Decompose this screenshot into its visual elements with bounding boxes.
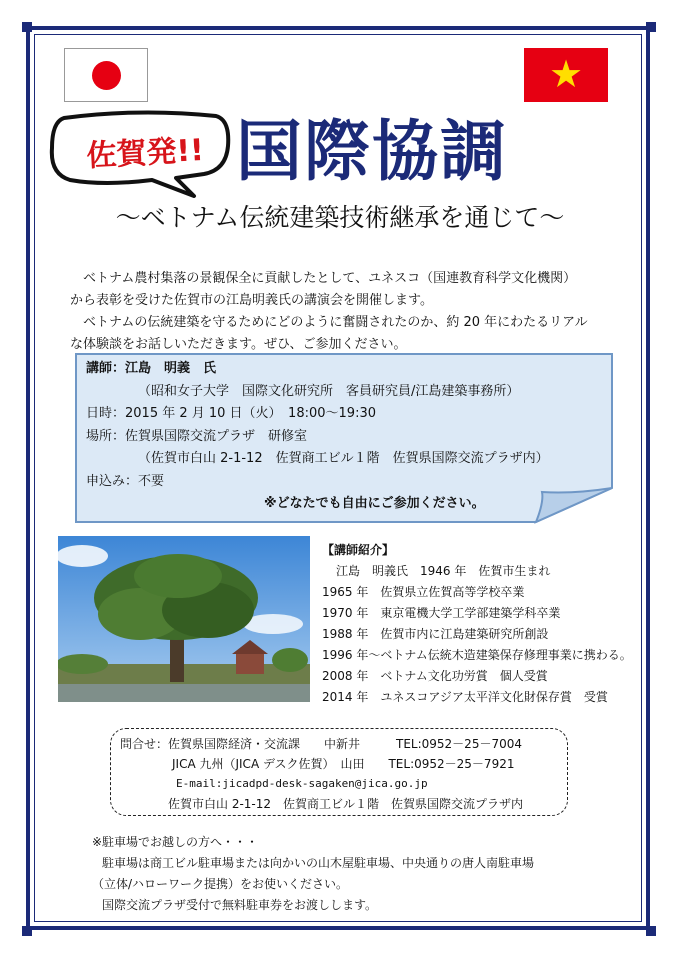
parking-line: 国際交流プラザ受付で無料駐車券をお渡しします。 <box>102 898 378 912</box>
contact-line-2: JICA 九州（JICA デスク佐賀） 山田 TEL:0952－25－7921 <box>172 757 515 771</box>
application-line: 申込み：不要 <box>86 473 165 489</box>
parking-line: 駐車場は商工ビル駐車場または向かいの山木屋駐車場、中央通りの唐人南駐車場 <box>102 856 535 870</box>
bio-name-line: 江島 明義氏 1946 年 佐賀市生まれ <box>336 564 551 578</box>
bio-history-item: 1970 年 東京電機大学工学部建築学科卒業 <box>322 606 561 620</box>
intro-text-span: ベトナム農村集落の景観保全に貢献したとして、ユネスコ（国連教育科学文化機関） <box>83 271 577 286</box>
intro-line <box>70 268 630 290</box>
bio-heading: 【講師紹介】 <box>322 543 395 557</box>
bio-history-item: 1996 年～ベトナム伝統木造建築保存修理事業に携わる。 <box>322 648 632 662</box>
free-entry-note: ※どなたでも自由にご参加ください。 <box>264 496 485 511</box>
intro-text <box>70 268 630 356</box>
contact-email[interactable]: E-mail:jicadpd-desk-sagaken@jica.go.jp <box>176 777 428 790</box>
intro-text-span: ベトナムの伝統建築を守るためにどのように奮闘されたのか、約 20 年にわたるリアル <box>83 315 588 330</box>
bio-history-item: 1988 年 佐賀市内に江島建築研究所創設 <box>322 627 549 641</box>
contact-details <box>120 734 560 814</box>
tree-photo <box>58 536 310 702</box>
tree-photo-image <box>58 536 310 702</box>
page-title: 国際協調 <box>236 113 508 190</box>
japan-flag <box>64 48 148 102</box>
place-address: （佐賀市白山 2-1-12 佐賀商工ビル１階 佐賀県国際交流プラザ内） <box>138 451 549 466</box>
flag-sun-disc <box>92 61 121 90</box>
contact-line-1: 問合せ：佐賀県国際経済・交流課 中新井 TEL:0952－25－7004 <box>120 737 522 751</box>
datetime-line: 日時：2015 年 2 月 10 日（火） 18:00～19:30 <box>86 406 376 421</box>
intro-line: から表彰を受けた佐賀市の江島明義氏の講演会を開催します。 <box>70 293 433 308</box>
page-subtitle: ～ベトナム伝統建築技術継承を通じて～ <box>115 203 565 232</box>
corner-ornament <box>22 22 32 32</box>
event-details <box>86 358 606 516</box>
parking-info <box>92 832 632 916</box>
bio-history-item: 2008 年 ベトナム文化功労賞 個人受賞 <box>322 669 548 683</box>
lecturer-bio <box>322 540 642 708</box>
corner-ornament <box>646 22 656 32</box>
parking-line: （立体/ハローワーク提携）をお使いください。 <box>92 877 349 891</box>
corner-ornament <box>22 926 32 936</box>
parking-heading: ※駐車場でお越しの方へ・・・ <box>92 835 259 849</box>
lecturer-affiliation: （昭和女子大学 国際文化研究所 客員研究員/江島建築事務所） <box>138 383 520 399</box>
bio-history-item: 1965 年 佐賀県立佐賀高等学校卒業 <box>322 585 525 599</box>
vietnam-flag <box>524 48 608 102</box>
place-line: 場所：佐賀県国際交流プラザ 研修室 <box>86 428 308 444</box>
flag-star-icon: ★ <box>548 52 584 96</box>
contact-address: 佐賀市白山 2-1-12 佐賀商工ビル１階 佐賀県国際交流プラザ内 <box>168 797 524 811</box>
corner-ornament <box>646 926 656 936</box>
bio-history-item: 2014 年 ユネスコアジア太平洋文化財保存賞 受賞 <box>322 690 608 704</box>
intro-line <box>70 312 630 334</box>
intro-line: な体験談をお話しいただきます。ぜひ、ご参加ください。 <box>70 337 407 352</box>
lecturer-line: 講師：江島 明義 氏 <box>86 361 217 376</box>
bubble-text: 佐賀発!! <box>85 132 205 175</box>
